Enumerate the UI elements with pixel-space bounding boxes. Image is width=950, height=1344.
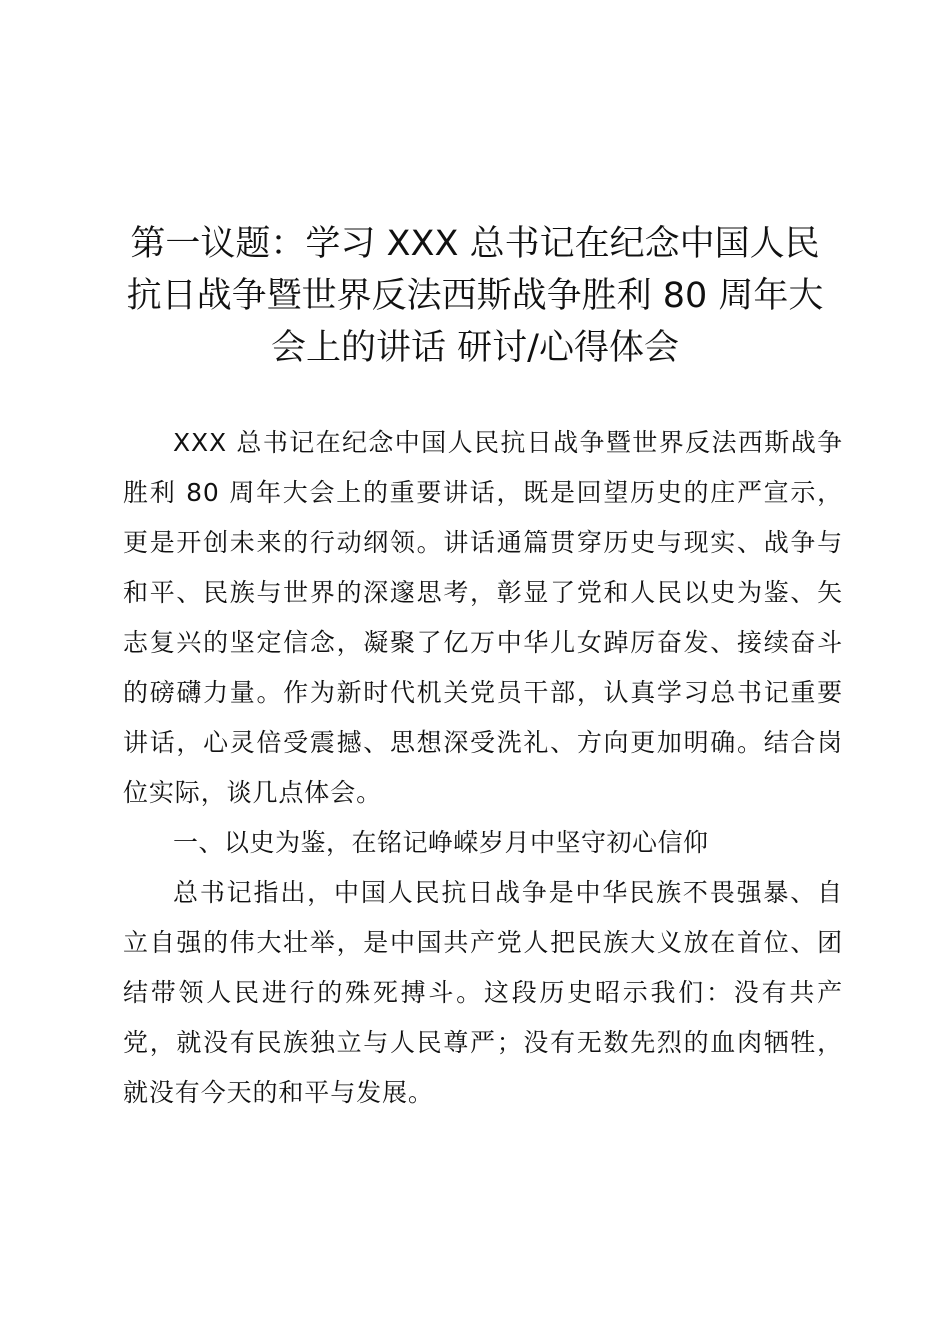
title-line-1: 第一议题：学习 XXX 总书记在纪念中国人民: [130, 224, 820, 264]
intro-paragraph: XXX 总书记在纪念中国人民抗日战争暨世界反法西斯战争胜利 80 周年大会上的重要讲话，既是回望历史的庄严宣示，更是开创未来的行动纲领。讲话通篇贯穿历史与现实、战争与和平、民族与世界的深邃思考，彰显了党和人民以史为鉴、矢志复兴的坚定信念，凝聚了亿万中华儿女踔厉奋发、接续奋斗的磅礴力量。作为新时代机关党员干部，认真学习总书记重要讲话，心灵倍受震撼、思想深受洗礼、方向更加明确。结合岗位实际，谈几点体会。: [123, 428, 843, 807]
title-line-2: 抗日战争暨世界反法西斯战争胜利 80 周年大: [126, 276, 824, 316]
title-line-3: 会上的讲话 研讨/心得体会: [271, 328, 679, 368]
section-heading: 一、以史为鉴，在铭记峥嵘岁月中坚守初心信仰: [173, 828, 709, 857]
document-body: [123, 418, 843, 1118]
document-title: [120, 218, 830, 374]
section-paragraph: 总书记指出，中国人民抗日战争是中华民族不畏强暴、自立自强的伟大壮举，是中国共产党人把民族大义放在首位、团结带领人民进行的殊死搏斗。这段历史昭示我们：没有共产党，就没有民族独立与人民尊严；没有无数先烈的血肉牺牲，就没有今天的和平与发展。: [123, 878, 843, 1107]
